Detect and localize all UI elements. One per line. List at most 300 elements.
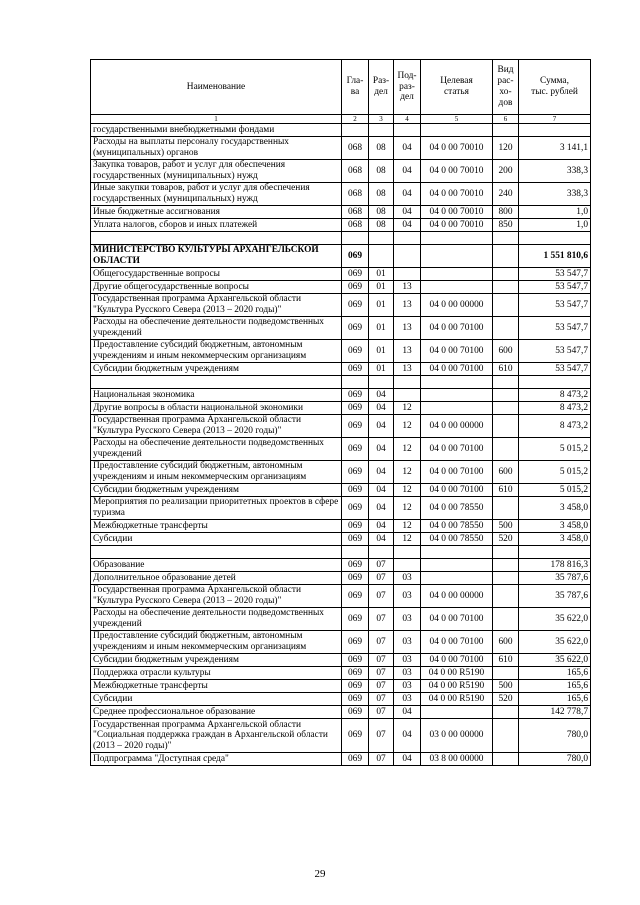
- cell-glava: 069: [342, 559, 369, 572]
- cell-summa: 53 547,7: [519, 340, 591, 363]
- cell-podrazdel: 12: [394, 461, 421, 484]
- cell-name: Межбюджетные трансферты: [91, 520, 342, 533]
- table-row: [91, 219, 591, 232]
- cell-summa: 3 458,0: [519, 497, 591, 520]
- cell-summa: 35 622,0: [519, 654, 591, 667]
- cell-name: Расходы на обеспечение деятельности подведомственных учреждений: [91, 317, 342, 340]
- table-row: [91, 753, 591, 766]
- table-row: [91, 363, 591, 376]
- cell-vid-rashodov: 500: [493, 520, 519, 533]
- cell-vid-rashodov: 520: [493, 693, 519, 706]
- cell-name: Дополнительное образование детей: [91, 572, 342, 585]
- cell-name: Государственная программа Архангельской области "Культура Русского Севера (2013 – 2020 годы)": [91, 415, 342, 438]
- cell-name: Субсидии бюджетным учреждениям: [91, 363, 342, 376]
- cell-podrazdel: 04: [394, 183, 421, 206]
- cell-name: Поддержка отрасли культуры: [91, 667, 342, 680]
- table-header-row: [91, 60, 591, 115]
- cell-name: Национальная экономика: [91, 389, 342, 402]
- cell-vid-rashodov: [493, 402, 519, 415]
- cell-summa: 35 622,0: [519, 608, 591, 631]
- cell-celevaya-statya: [421, 389, 493, 402]
- cell-celevaya-statya: 04 0 00 78550: [421, 520, 493, 533]
- cell-name: Среднее профессиональное образование: [91, 706, 342, 719]
- cell-glava: [342, 376, 369, 389]
- budget-table-sheet: [90, 59, 590, 766]
- cell-celevaya-statya: [421, 245, 493, 268]
- cell-razdel: 01: [369, 363, 394, 376]
- cell-summa: 338,3: [519, 160, 591, 183]
- table-row: [91, 124, 591, 137]
- cell-summa: 142 778,7: [519, 706, 591, 719]
- cell-razdel: 08: [369, 206, 394, 219]
- cell-razdel: 01: [369, 281, 394, 294]
- table-row: [91, 497, 591, 520]
- cell-razdel: 04: [369, 402, 394, 415]
- cell-podrazdel: 12: [394, 484, 421, 497]
- cell-vid-rashodov: [493, 376, 519, 389]
- cell-glava: 069: [342, 402, 369, 415]
- cell-celevaya-statya: [421, 706, 493, 719]
- cell-razdel: 01: [369, 340, 394, 363]
- cell-summa: 178 816,3: [519, 559, 591, 572]
- cell-podrazdel: 03: [394, 608, 421, 631]
- cell-vid-rashodov: [493, 572, 519, 585]
- cell-summa: [519, 124, 591, 137]
- cell-name: Закупка товаров, работ и услуг для обеспечения государственных (муниципальных) нужд: [91, 160, 342, 183]
- table-row: [91, 340, 591, 363]
- cell-razdel: 07: [369, 693, 394, 706]
- cell-summa: 53 547,7: [519, 294, 591, 317]
- cell-vid-rashodov: [493, 497, 519, 520]
- cell-glava: 069: [342, 317, 369, 340]
- column-number: 3: [369, 115, 394, 124]
- cell-summa: 5 015,2: [519, 484, 591, 497]
- cell-podrazdel: 12: [394, 438, 421, 461]
- cell-glava: 068: [342, 137, 369, 160]
- cell-glava: 069: [342, 693, 369, 706]
- cell-celevaya-statya: 04 0 00 70010: [421, 183, 493, 206]
- cell-glava: 068: [342, 206, 369, 219]
- cell-vid-rashodov: 610: [493, 654, 519, 667]
- cell-vid-rashodov: 600: [493, 340, 519, 363]
- cell-celevaya-statya: 04 0 00 00000: [421, 294, 493, 317]
- cell-name: Общегосударственные вопросы: [91, 268, 342, 281]
- cell-glava: 069: [342, 572, 369, 585]
- cell-glava: 069: [342, 631, 369, 654]
- cell-vid-rashodov: 240: [493, 183, 519, 206]
- cell-celevaya-statya: 04 0 00 70100: [421, 608, 493, 631]
- cell-celevaya-statya: [421, 281, 493, 294]
- cell-name: Предоставление субсидий бюджетным, автономным учреждениям и иным некоммерческим организациям: [91, 461, 342, 484]
- column-number: 1: [91, 115, 342, 124]
- cell-podrazdel: 03: [394, 680, 421, 693]
- cell-podrazdel: 04: [394, 753, 421, 766]
- cell-razdel: 08: [369, 183, 394, 206]
- cell-podrazdel: 04: [394, 206, 421, 219]
- cell-glava: [342, 124, 369, 137]
- cell-vid-rashodov: [493, 667, 519, 680]
- cell-name: Уплата налогов, сборов и иных платежей: [91, 219, 342, 232]
- cell-name: [91, 546, 342, 559]
- cell-name: Иные бюджетные ассигнования: [91, 206, 342, 219]
- table-row: [91, 183, 591, 206]
- table-row: [91, 281, 591, 294]
- cell-razdel: [369, 376, 394, 389]
- cell-vid-rashodov: 600: [493, 631, 519, 654]
- cell-razdel: 07: [369, 719, 394, 753]
- cell-summa: 3 141,1: [519, 137, 591, 160]
- cell-vid-rashodov: [493, 317, 519, 340]
- budget-table: [90, 59, 591, 766]
- cell-name: Государственная программа Архангельской области "Социальная поддержка граждан в Архангельской области (2013 – 2020 годы)": [91, 719, 342, 753]
- cell-vid-rashodov: 500: [493, 680, 519, 693]
- table-row: [91, 693, 591, 706]
- cell-celevaya-statya: 04 0 00 70010: [421, 219, 493, 232]
- table-row: [91, 438, 591, 461]
- table-row: [91, 706, 591, 719]
- cell-summa: 338,3: [519, 183, 591, 206]
- cell-celevaya-statya: 04 0 00 R5190: [421, 693, 493, 706]
- cell-vid-rashodov: [493, 706, 519, 719]
- cell-podrazdel: 03: [394, 585, 421, 608]
- cell-name: [91, 376, 342, 389]
- cell-celevaya-statya: 04 0 00 70100: [421, 438, 493, 461]
- cell-vid-rashodov: [493, 438, 519, 461]
- cell-vid-rashodov: 850: [493, 219, 519, 232]
- column-number: 4: [394, 115, 421, 124]
- cell-vid-rashodov: 800: [493, 206, 519, 219]
- cell-celevaya-statya: 04 0 00 70100: [421, 340, 493, 363]
- table-row: [91, 667, 591, 680]
- cell-glava: 068: [342, 160, 369, 183]
- cell-razdel: [369, 124, 394, 137]
- table-row: [91, 137, 591, 160]
- cell-vid-rashodov: 520: [493, 533, 519, 546]
- cell-summa: [519, 232, 591, 245]
- page-number: 29: [314, 868, 326, 880]
- cell-vid-rashodov: [493, 719, 519, 753]
- cell-razdel: 04: [369, 438, 394, 461]
- cell-name: государственными внебюджетными фондами: [91, 124, 342, 137]
- cell-podrazdel: 13: [394, 281, 421, 294]
- cell-razdel: 01: [369, 317, 394, 340]
- header-name: Наименование: [91, 60, 342, 115]
- cell-vid-rashodov: [493, 546, 519, 559]
- cell-vid-rashodov: [493, 608, 519, 631]
- table-row: [91, 520, 591, 533]
- cell-summa: [519, 376, 591, 389]
- cell-glava: 069: [342, 438, 369, 461]
- cell-celevaya-statya: 04 0 00 70010: [421, 206, 493, 219]
- cell-razdel: [369, 245, 394, 268]
- header-podrazdel: Под- раз- дел: [394, 60, 421, 115]
- cell-summa: 5 015,2: [519, 438, 591, 461]
- table-row: [91, 572, 591, 585]
- cell-celevaya-statya: 04 0 00 00000: [421, 415, 493, 438]
- cell-summa: [519, 546, 591, 559]
- cell-celevaya-statya: 04 0 00 78550: [421, 533, 493, 546]
- table-row: [91, 585, 591, 608]
- cell-podrazdel: 12: [394, 520, 421, 533]
- table-row: [91, 631, 591, 654]
- cell-vid-rashodov: [493, 753, 519, 766]
- cell-summa: 8 473,2: [519, 402, 591, 415]
- cell-podrazdel: 13: [394, 363, 421, 376]
- cell-vid-rashodov: [493, 559, 519, 572]
- cell-name: Предоставление субсидий бюджетным, автономным учреждениям и иным некоммерческим организациям: [91, 340, 342, 363]
- cell-celevaya-statya: 04 0 00 R5190: [421, 680, 493, 693]
- cell-glava: 069: [342, 497, 369, 520]
- cell-vid-rashodov: 610: [493, 484, 519, 497]
- blank-row: [91, 232, 591, 245]
- cell-celevaya-statya: [421, 402, 493, 415]
- header-razdel: Раз- дел: [369, 60, 394, 115]
- cell-podrazdel: 03: [394, 667, 421, 680]
- cell-glava: [342, 232, 369, 245]
- cell-celevaya-statya: [421, 572, 493, 585]
- cell-razdel: 07: [369, 585, 394, 608]
- cell-podrazdel: 04: [394, 706, 421, 719]
- column-number: 2: [342, 115, 369, 124]
- cell-name: Государственная программа Архангельской области "Культура Русского Севера (2013 – 2020 годы)": [91, 294, 342, 317]
- cell-vid-rashodov: 600: [493, 461, 519, 484]
- cell-vid-rashodov: 120: [493, 137, 519, 160]
- cell-glava: 069: [342, 268, 369, 281]
- cell-podrazdel: 13: [394, 317, 421, 340]
- cell-summa: 780,0: [519, 753, 591, 766]
- cell-glava: 069: [342, 753, 369, 766]
- cell-summa: 780,0: [519, 719, 591, 753]
- cell-summa: 53 547,7: [519, 317, 591, 340]
- cell-celevaya-statya: 04 0 00 70010: [421, 137, 493, 160]
- cell-celevaya-statya: 04 0 00 R5190: [421, 667, 493, 680]
- table-row: [91, 559, 591, 572]
- cell-summa: 35 787,6: [519, 572, 591, 585]
- table-body: [91, 124, 591, 766]
- cell-podrazdel: 12: [394, 415, 421, 438]
- column-number: 7: [519, 115, 591, 124]
- column-number: 5: [421, 115, 493, 124]
- cell-celevaya-statya: [421, 268, 493, 281]
- header-celevaya-statya: Целевая статья: [421, 60, 493, 115]
- cell-glava: 069: [342, 533, 369, 546]
- cell-razdel: 04: [369, 461, 394, 484]
- cell-glava: 069: [342, 680, 369, 693]
- cell-name: Субсидии бюджетным учреждениям: [91, 484, 342, 497]
- cell-summa: 1,0: [519, 206, 591, 219]
- cell-summa: 165,6: [519, 693, 591, 706]
- cell-podrazdel: [394, 389, 421, 402]
- cell-glava: 069: [342, 363, 369, 376]
- cell-podrazdel: 12: [394, 497, 421, 520]
- cell-razdel: 07: [369, 753, 394, 766]
- cell-podrazdel: [394, 559, 421, 572]
- cell-vid-rashodov: 200: [493, 160, 519, 183]
- cell-celevaya-statya: [421, 124, 493, 137]
- cell-podrazdel: 04: [394, 719, 421, 753]
- cell-podrazdel: [394, 546, 421, 559]
- cell-podrazdel: 12: [394, 402, 421, 415]
- cell-glava: 069: [342, 585, 369, 608]
- cell-glava: 069: [342, 294, 369, 317]
- table-row: [91, 268, 591, 281]
- cell-name: Государственная программа Архангельской области "Культура Русского Севера (2013 – 2020 годы)": [91, 585, 342, 608]
- table-row: [91, 160, 591, 183]
- cell-glava: 069: [342, 281, 369, 294]
- cell-glava: 069: [342, 654, 369, 667]
- cell-summa: 3 458,0: [519, 533, 591, 546]
- table-row: [91, 206, 591, 219]
- table-row: [91, 484, 591, 497]
- cell-celevaya-statya: [421, 376, 493, 389]
- cell-podrazdel: [394, 124, 421, 137]
- cell-glava: 069: [342, 245, 369, 268]
- cell-summa: 165,6: [519, 680, 591, 693]
- cell-summa: 35 622,0: [519, 631, 591, 654]
- cell-vid-rashodov: [493, 268, 519, 281]
- cell-glava: 069: [342, 719, 369, 753]
- cell-vid-rashodov: [493, 389, 519, 402]
- cell-razdel: 07: [369, 631, 394, 654]
- cell-celevaya-statya: 03 8 00 00000: [421, 753, 493, 766]
- cell-name: Субсидии бюджетным учреждениям: [91, 654, 342, 667]
- cell-podrazdel: [394, 268, 421, 281]
- table-row: [91, 415, 591, 438]
- cell-razdel: 04: [369, 497, 394, 520]
- cell-name: Расходы на выплаты персоналу государственных (муниципальных) органов: [91, 137, 342, 160]
- cell-glava: 069: [342, 389, 369, 402]
- cell-celevaya-statya: 04 0 00 70100: [421, 461, 493, 484]
- cell-glava: 069: [342, 706, 369, 719]
- cell-razdel: 01: [369, 294, 394, 317]
- cell-vid-rashodov: [493, 281, 519, 294]
- cell-razdel: 04: [369, 415, 394, 438]
- cell-podrazdel: 03: [394, 693, 421, 706]
- table-row: [91, 402, 591, 415]
- cell-razdel: [369, 232, 394, 245]
- cell-celevaya-statya: 04 0 00 70010: [421, 160, 493, 183]
- cell-summa: 5 015,2: [519, 461, 591, 484]
- cell-summa: 1 551 810,6: [519, 245, 591, 268]
- cell-podrazdel: 04: [394, 137, 421, 160]
- cell-podrazdel: 04: [394, 160, 421, 183]
- cell-celevaya-statya: 04 0 00 70100: [421, 631, 493, 654]
- cell-vid-rashodov: [493, 585, 519, 608]
- cell-razdel: 04: [369, 520, 394, 533]
- cell-summa: 53 547,7: [519, 363, 591, 376]
- cell-razdel: 04: [369, 389, 394, 402]
- header-vid-rashodov: Вид рас- хо- дов: [493, 60, 519, 115]
- column-number: 6: [493, 115, 519, 124]
- cell-name: Другие вопросы в области национальной экономики: [91, 402, 342, 415]
- header-summa: Сумма, тыс. рублей: [519, 60, 591, 115]
- cell-name: Субсидии: [91, 533, 342, 546]
- cell-razdel: 07: [369, 654, 394, 667]
- cell-vid-rashodov: [493, 294, 519, 317]
- cell-razdel: 01: [369, 268, 394, 281]
- table-row: [91, 719, 591, 753]
- cell-summa: 3 458,0: [519, 520, 591, 533]
- cell-vid-rashodov: [493, 124, 519, 137]
- cell-razdel: 04: [369, 484, 394, 497]
- cell-celevaya-statya: 04 0 00 70100: [421, 654, 493, 667]
- cell-celevaya-statya: [421, 546, 493, 559]
- cell-podrazdel: 03: [394, 654, 421, 667]
- cell-vid-rashodov: [493, 232, 519, 245]
- cell-glava: [342, 546, 369, 559]
- table-row: [91, 654, 591, 667]
- cell-name: Субсидии: [91, 693, 342, 706]
- cell-podrazdel: 03: [394, 631, 421, 654]
- table-row: [91, 461, 591, 484]
- table-row: [91, 608, 591, 631]
- table-row: [91, 533, 591, 546]
- cell-name: Межбюджетные трансферты: [91, 680, 342, 693]
- cell-razdel: 08: [369, 219, 394, 232]
- cell-razdel: 07: [369, 572, 394, 585]
- cell-podrazdel: 12: [394, 533, 421, 546]
- cell-name: Другие общегосударственные вопросы: [91, 281, 342, 294]
- cell-podrazdel: 13: [394, 294, 421, 317]
- table-row: [91, 294, 591, 317]
- cell-summa: 35 787,6: [519, 585, 591, 608]
- cell-name: Мероприятия по реализации приоритетных проектов в сфере туризма: [91, 497, 342, 520]
- blank-row: [91, 376, 591, 389]
- cell-summa: 1,0: [519, 219, 591, 232]
- cell-name: МИНИСТЕРСТВО КУЛЬТУРЫ АРХАНГЕЛЬСКОЙ ОБЛАСТИ: [91, 245, 342, 268]
- cell-podrazdel: [394, 245, 421, 268]
- cell-vid-rashodov: [493, 415, 519, 438]
- cell-podrazdel: 03: [394, 572, 421, 585]
- cell-podrazdel: 13: [394, 340, 421, 363]
- cell-name: Иные закупки товаров, работ и услуг для обеспечения государственных (муниципальных) нужд: [91, 183, 342, 206]
- header-glava: Гла- ва: [342, 60, 369, 115]
- cell-celevaya-statya: 03 0 00 00000: [421, 719, 493, 753]
- cell-razdel: 07: [369, 706, 394, 719]
- cell-glava: 069: [342, 667, 369, 680]
- cell-celevaya-statya: 04 0 00 70100: [421, 484, 493, 497]
- cell-razdel: [369, 546, 394, 559]
- cell-podrazdel: [394, 232, 421, 245]
- cell-razdel: 07: [369, 559, 394, 572]
- cell-summa: 53 547,7: [519, 281, 591, 294]
- table-row: [91, 317, 591, 340]
- table-row: [91, 245, 591, 268]
- blank-row: [91, 546, 591, 559]
- cell-summa: 53 547,7: [519, 268, 591, 281]
- cell-podrazdel: 04: [394, 219, 421, 232]
- cell-glava: 069: [342, 520, 369, 533]
- cell-celevaya-statya: 04 0 00 70100: [421, 363, 493, 376]
- cell-celevaya-statya: [421, 232, 493, 245]
- cell-glava: 068: [342, 183, 369, 206]
- cell-celevaya-statya: 04 0 00 78550: [421, 497, 493, 520]
- cell-summa: 165,6: [519, 667, 591, 680]
- cell-vid-rashodov: 610: [493, 363, 519, 376]
- table-row: [91, 389, 591, 402]
- cell-glava: 069: [342, 461, 369, 484]
- cell-name: Расходы на обеспечение деятельности подведомственных учреждений: [91, 438, 342, 461]
- table-row: [91, 680, 591, 693]
- cell-glava: 069: [342, 340, 369, 363]
- cell-celevaya-statya: 04 0 00 70100: [421, 317, 493, 340]
- cell-vid-rashodov: [493, 245, 519, 268]
- cell-glava: 068: [342, 219, 369, 232]
- cell-glava: 069: [342, 415, 369, 438]
- cell-name: [91, 232, 342, 245]
- column-number-row: [91, 115, 591, 124]
- cell-razdel: 07: [369, 680, 394, 693]
